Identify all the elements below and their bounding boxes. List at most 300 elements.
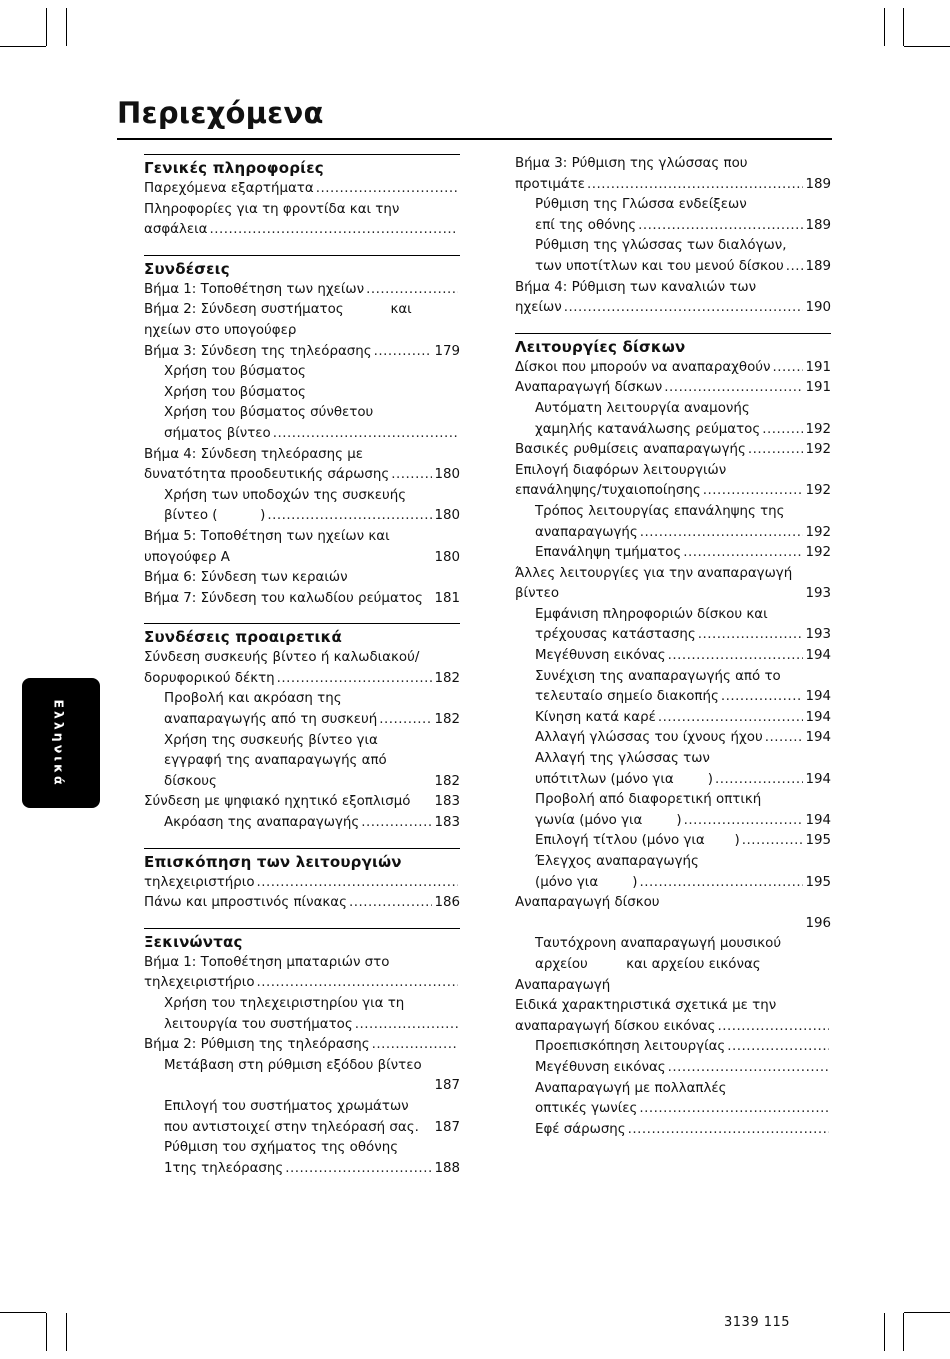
toc-entry (515, 914, 831, 935)
toc-entry (144, 1138, 460, 1159)
toc-entry-text: Επιλογή του συστήματος χρωμάτων (164, 1098, 409, 1114)
toc-page-number: 192 (805, 421, 831, 437)
toc-entry-text: Επιλογή τίτλου (μόνο για ) (535, 833, 740, 849)
toc-entry-text: Βήμα 1: Τοποθέτηση των ηχείων (144, 281, 365, 297)
spacer (748, 154, 831, 175)
leader-dots (773, 358, 804, 379)
leader-dots (355, 1015, 458, 1036)
toc-entry-text: Χρήση του βύσματος (164, 384, 306, 400)
toc-entry (144, 300, 460, 321)
toc-entry (515, 399, 831, 420)
toc-entry (515, 1099, 831, 1120)
toc-entry-text: που αντιστοιχεί στην τηλεόρασή σας. (164, 1119, 419, 1135)
toc-entry-text: Βασικές ρυθμίσεις αναπαραγωγής (515, 442, 746, 458)
section-heading: Ξεκινώντας (144, 932, 243, 951)
leader-dots (786, 257, 804, 278)
toc-entry (515, 481, 831, 502)
toc-entry (515, 278, 831, 299)
spacer (776, 996, 831, 1017)
toc-entry (144, 220, 460, 241)
toc-entry (515, 873, 831, 894)
crop-mark (66, 8, 67, 46)
toc-entry-text: 1της τηλεόρασης (164, 1160, 284, 1176)
toc-section (515, 154, 831, 319)
section-rule (144, 623, 460, 624)
toc-entry-text: Συνέχιση της αναπαραγωγής από το (535, 668, 781, 684)
toc-entry (144, 321, 460, 342)
leader-dots (717, 1017, 829, 1038)
leader-dots (273, 424, 458, 445)
spacer (419, 648, 460, 669)
toc-entry (144, 994, 460, 1015)
toc-entry-text: τηλεχειριστήριο (144, 975, 255, 991)
toc-entry-text: Σύνδεση συσκευής βίντεο ή καλωδιακού/ (144, 650, 420, 666)
spacer (409, 1097, 460, 1118)
crop-mark (66, 1313, 67, 1351)
spacer (389, 953, 460, 974)
toc-entry (144, 648, 460, 669)
toc-page-number: 179 (434, 343, 460, 359)
leader-dots (374, 342, 433, 363)
toc-entry-text: Δίσκοι που μπορούν να αναπαραχθούν (515, 359, 771, 375)
spacer (699, 852, 831, 873)
toc-page-number: 194 (805, 730, 831, 746)
toc-entry (144, 1056, 460, 1077)
toc-entry (515, 543, 831, 564)
toc-entry (144, 1035, 460, 1056)
toc-page-number: 180 (434, 549, 460, 565)
toc-entry (515, 605, 831, 626)
toc-page-number: 191 (805, 359, 831, 375)
leader-dots (668, 1058, 829, 1079)
toc-entry-text: αναπαραγωγή δίσκου εικόνας (515, 1018, 716, 1034)
toc-section (144, 623, 460, 833)
toc-section (144, 255, 460, 610)
spacer (399, 200, 460, 221)
toc-page-number: 183 (434, 815, 460, 831)
toc-entry-text: αναπαραγωγής από τη συσκευή (164, 712, 378, 728)
toc-page-number: 188 (434, 1160, 460, 1176)
toc-entry (144, 1159, 460, 1180)
toc-section (144, 928, 460, 1180)
spacer (727, 1079, 831, 1100)
toc-page-number: 182 (434, 712, 460, 728)
toc-entry-text: Βήμα 2: Ρύθμιση της τηλεόρασης (144, 1037, 370, 1053)
toc-entry (144, 506, 460, 527)
toc-page-number: 180 (434, 467, 460, 483)
toc-entry-text: Μεγέθυνση εικόνας (535, 648, 666, 664)
spacer (412, 300, 460, 321)
toc-entry (515, 420, 831, 441)
toc-entry-text: Επανάληψη τμήματος (535, 545, 682, 561)
spacer (515, 914, 805, 935)
toc-entry-text: επί της οθόνης (535, 217, 637, 233)
toc-page-number: 194 (805, 648, 831, 664)
leader-dots (361, 813, 432, 834)
toc-entry (144, 424, 460, 445)
toc-entry (144, 548, 460, 569)
leader-dots (316, 179, 458, 200)
leader-dots (349, 893, 432, 914)
leader-dots (639, 873, 803, 894)
toc-entry-text: Ρύθμιση της γλώσσας των διαλόγων, (535, 238, 787, 254)
toc-entry-text: Βήμα 2: Σύνδεση συστήματος και (144, 302, 412, 318)
toc-entry (144, 751, 460, 772)
spacer (768, 605, 831, 626)
toc-entry (515, 236, 831, 257)
crop-mark (0, 1312, 46, 1313)
leader-dots (587, 175, 803, 196)
toc-entry (144, 568, 460, 589)
toc-entry-text: προτιμάτε (515, 176, 585, 192)
toc-entry (515, 461, 831, 482)
toc-entry-text: δορυφορικού δέκτη (144, 670, 275, 686)
toc-entry (144, 669, 460, 690)
toc-entry-text: Αναπαραγωγή (515, 977, 611, 993)
toc-entry (515, 811, 831, 832)
toc-entry-text: Άλλες λειτουργίες για την αναπαραγωγή (515, 565, 793, 581)
toc-entry-text: Χρήση του τηλεχειριστηρίου για τη (164, 996, 405, 1011)
spacer (792, 564, 831, 585)
toc-entry-text: Τρόπος λειτουργίας επανάληψης της (535, 503, 785, 519)
leader-dots (379, 710, 432, 731)
toc-entry (144, 813, 460, 834)
section-heading: Λειτουργίες δίσκων (515, 337, 686, 356)
leader-dots (715, 770, 803, 791)
toc-entry (515, 976, 831, 997)
leader-dots (684, 811, 804, 832)
toc-entry (144, 527, 460, 548)
spacer (306, 383, 460, 404)
toc-page-number: 194 (805, 709, 831, 725)
crop-mark (884, 8, 885, 46)
toc-entry-text: Ρύθμιση της Γλώσσα ενδείξεων (535, 197, 747, 213)
spacer (363, 445, 460, 466)
spacer (710, 749, 831, 770)
toc-entry (515, 687, 831, 708)
toc-entry-text: υπογούφερ A (144, 549, 230, 565)
spacer (787, 236, 832, 257)
crop-mark (884, 1313, 885, 1351)
toc-page-number: 180 (434, 508, 460, 524)
spacer (610, 976, 831, 997)
toc-entry (515, 893, 831, 914)
toc-entry (515, 378, 831, 399)
toc-page-number: 181 (434, 590, 460, 606)
toc-page-number: 187 (434, 1078, 460, 1094)
toc-entry-text: Επιλογή διαφόρων λειτουργιών (515, 462, 727, 478)
toc-entry-text: Αναπαραγωγή με πολλαπλές (535, 1080, 727, 1096)
toc-entry-text: γωνία (μόνο για ) (535, 812, 682, 828)
toc-entry (515, 646, 831, 667)
footer-code: 3139 115 (724, 1315, 791, 1330)
spacer (660, 893, 831, 914)
toc-entry-text: ηχείων (515, 300, 562, 316)
spacer (781, 934, 831, 955)
toc-page-number: 189 (805, 176, 831, 192)
toc-entry (515, 1058, 831, 1079)
toc-entry-text: Αναπαραγωγή δίσκων (515, 380, 663, 396)
leader-dots (727, 1037, 829, 1058)
leader-dots (698, 625, 804, 646)
toc-page-number: 186 (434, 895, 460, 911)
toc-entry (144, 445, 460, 466)
leader-dots (762, 420, 803, 441)
section-rule (144, 154, 460, 155)
toc-entry-text: Ρύθμιση του σχήματος της οθόνης (164, 1140, 399, 1156)
toc-entry-text: Αλλαγή της γλώσσας των (535, 751, 710, 767)
toc-entry-text: Μετάβαση στη ρύθμιση εξόδου βίντεο (164, 1057, 422, 1073)
leader-dots (277, 669, 433, 690)
crop-mark (904, 1312, 950, 1313)
toc-entry (515, 440, 831, 461)
section-heading: Συνδέσεις (144, 259, 230, 278)
toc-page-number: 192 (805, 524, 831, 540)
spacer (419, 1118, 435, 1139)
spacer (390, 527, 460, 548)
toc-entry-text: τηλεχειριστήριο (144, 874, 255, 890)
spacer (750, 399, 831, 420)
spacer (423, 589, 435, 610)
spacer (306, 362, 460, 383)
leader-dots (742, 831, 804, 852)
spacer (785, 502, 831, 523)
page-title: Περιεχόμενα (117, 96, 324, 130)
toc-entry (144, 383, 460, 404)
spacer (398, 1138, 460, 1159)
toc-entry-text: Ειδικά χαρακτηριστικά σχετικά με την (515, 998, 777, 1014)
section-rule (144, 928, 460, 929)
toc-entry-text: δυνατότητα προοδευτικής σάρωσης (144, 467, 390, 483)
toc-entry-text: Αυτόματη λειτουργία αναμονής (535, 400, 750, 416)
toc-entry (515, 955, 831, 976)
toc-entry-text: Βήμα 1: Τοποθέτηση μπαταριών στο (144, 954, 390, 970)
toc-entry (144, 731, 460, 752)
toc-entry (515, 154, 831, 175)
toc-entry (515, 667, 831, 688)
crop-mark (903, 8, 904, 46)
toc-entry (515, 584, 831, 605)
toc-entry-text: χαμηλής κατανάλωσης ρεύματος (535, 421, 761, 437)
toc-entry-text: Χρήση των υποδοχών της συσκευής (164, 487, 407, 503)
leader-dots (366, 280, 458, 301)
toc-entry (144, 1097, 460, 1118)
toc-entry (144, 362, 460, 383)
toc-entry-text: Βήμα 5: Τοποθέτηση των ηχείων και (144, 528, 390, 544)
toc-entry-text: τρέχουσας κατάστασης (535, 627, 696, 643)
section-rule (144, 255, 460, 256)
toc-entry-text: Βήμα 3: Σύνδεση της τηλεόρασης (144, 343, 372, 359)
toc-entry-text: Παρεχόμενα εξαρτήματα (144, 181, 314, 196)
leader-dots (703, 481, 804, 502)
section-heading: Συνδέσεις προαιρετικά (144, 628, 342, 647)
crop-mark (0, 46, 46, 47)
toc-entry-text: Χρήση του βύσματος σύνθετου (164, 405, 374, 421)
spacer (761, 790, 831, 811)
toc-entry (515, 195, 831, 216)
spacer (378, 731, 460, 752)
toc-entry (515, 996, 831, 1017)
toc-entry-text: αρχείου και αρχείου εικόνας (535, 956, 761, 972)
leader-dots (640, 523, 804, 544)
toc-entry (515, 523, 831, 544)
leader-dots (628, 1120, 829, 1141)
toc-entry (144, 953, 460, 974)
leader-dots (664, 378, 803, 399)
spacer (761, 955, 831, 976)
toc-entry (144, 772, 460, 793)
toc-entry (515, 298, 831, 319)
toc-page-number: 195 (805, 833, 831, 849)
toc-entry (515, 934, 831, 955)
spacer (373, 403, 460, 424)
toc-entry (515, 1017, 831, 1038)
section-rule (515, 333, 831, 334)
crop-mark (46, 8, 47, 46)
toc-entry-text: Βήμα 3: Ρύθμιση της γλώσσας που (515, 156, 748, 171)
spacer (422, 1056, 460, 1077)
toc-entry (515, 770, 831, 791)
spacer (781, 667, 831, 688)
toc-entry (144, 792, 460, 813)
leader-dots (765, 728, 804, 749)
toc-entry (144, 689, 460, 710)
toc-entry-text: βίντεο ( ) (164, 508, 266, 524)
crop-mark (903, 1313, 904, 1351)
toc-entry (144, 1015, 460, 1036)
toc-entry (515, 1120, 831, 1141)
toc-right-column (515, 154, 831, 1140)
toc-page-number: 193 (805, 627, 831, 643)
spacer (559, 584, 805, 605)
toc-page-number: 191 (805, 380, 831, 396)
toc-entry (515, 358, 831, 379)
toc-entry-text: Βήμα 7: Σύνδεση του καλωδίου ρεύματος (144, 590, 423, 606)
toc-page-number: 187 (434, 1119, 460, 1135)
toc-entry-text: Σύνδεση με ψηφιακό ηχητικό εξοπλισμό (144, 794, 411, 810)
toc-page-number: 189 (805, 258, 831, 274)
toc-entry (144, 589, 460, 610)
spacer (756, 278, 831, 299)
toc-entry-text: Εφέ σάρωσης (535, 1121, 626, 1137)
spacer (406, 486, 460, 507)
toc-entry-text: Αναπαραγωγή δίσκου (515, 895, 660, 911)
leader-dots (391, 465, 432, 486)
toc-entry-text: Βήμα 6: Σύνδεση των κεραιών (144, 570, 348, 586)
toc-entry (515, 728, 831, 749)
leader-dots (638, 216, 803, 237)
spacer (296, 321, 460, 342)
toc-entry (144, 973, 460, 994)
leader-dots (683, 543, 803, 564)
toc-page-number: 194 (805, 689, 831, 705)
toc-entry (144, 200, 460, 221)
toc-entry (144, 486, 460, 507)
toc-entry-text: Προβολή από διαφορετική οπτική (535, 792, 762, 808)
toc-entry-text: δίσκους (164, 773, 217, 789)
toc-entry (144, 403, 460, 424)
spacer (348, 568, 460, 589)
toc-entry-text: Αλλαγή γλώσσας του ίχνους ήχου (535, 730, 763, 746)
toc-entry-text: υπότιτλων (μόνο για ) (535, 771, 713, 787)
toc-page-number: 189 (805, 217, 831, 233)
toc-entry (144, 280, 460, 301)
toc-entry-text: Ακρόαση της αναπαραγωγής (164, 815, 360, 831)
leader-dots (564, 298, 804, 319)
toc-entry (515, 1079, 831, 1100)
section-heading: Επισκόπηση των λειτουργιών (144, 852, 402, 871)
leader-dots (372, 1035, 458, 1056)
toc-page-number: 182 (434, 670, 460, 686)
toc-entry-text: λειτουργία του συστήματος (164, 1016, 353, 1032)
section-rule (144, 848, 460, 849)
toc-entry-text: Χρήση της συσκευής βίντεο για (164, 732, 378, 748)
toc-entry (144, 893, 460, 914)
toc-entry-text: Έλεγχος αναπαραγωγής (535, 854, 699, 869)
toc-entry (144, 1076, 460, 1097)
toc-entry (515, 831, 831, 852)
toc-page-number: 190 (805, 300, 831, 316)
toc-entry (515, 502, 831, 523)
spacer (747, 195, 831, 216)
toc-page-number: 192 (805, 545, 831, 561)
toc-entry-text: βίντεο (515, 586, 560, 602)
toc-page-number: 194 (805, 771, 831, 787)
leader-dots (285, 1159, 432, 1180)
toc-entry-text: εγγραφή της αναπαραγωγής από (164, 753, 387, 769)
toc-page-number: 194 (805, 812, 831, 828)
toc-entry (515, 175, 831, 196)
toc-entry (144, 873, 460, 894)
toc-entry (515, 1037, 831, 1058)
toc-page-number: 192 (805, 483, 831, 499)
spacer (404, 994, 460, 1015)
toc-entry (144, 342, 460, 363)
toc-left-column (144, 154, 460, 1179)
leader-dots (721, 687, 804, 708)
toc-entry-text: ηχείων στο υπογούφερ (144, 322, 297, 338)
toc-entry-text: Πάνω και μπροστινός πίνακας (144, 895, 347, 911)
leader-dots (257, 973, 458, 994)
toc-entry-text: των υποτίτλων και του μενού δίσκου (535, 258, 784, 274)
toc-entry-text: Προβολή και ακρόαση της (164, 691, 342, 707)
spacer (410, 792, 434, 813)
spacer (164, 1076, 434, 1097)
toc-entry (515, 257, 831, 278)
toc-page-number: 195 (805, 874, 831, 890)
toc-page-number: 193 (805, 586, 831, 602)
section-heading: Γενικές πληροφορίες (144, 159, 324, 177)
leader-dots (257, 873, 458, 894)
toc-section (515, 333, 831, 1141)
leader-dots (748, 440, 804, 461)
toc-entry (515, 708, 831, 729)
leader-dots (658, 708, 804, 729)
toc-page-number: 196 (805, 915, 831, 931)
spacer (230, 548, 435, 569)
toc-entry-text: Κίνηση κατά καρέ (535, 709, 656, 725)
toc-entry-text: Χρήση του βύσματος (164, 364, 306, 380)
leader-dots (639, 1099, 829, 1120)
toc-entry (515, 564, 831, 585)
toc-entry-text: (μόνο για ) (535, 874, 638, 890)
title-rule (117, 138, 832, 140)
toc-entry (515, 216, 831, 237)
toc-page-number: 192 (805, 442, 831, 458)
toc-entry (515, 852, 831, 873)
spacer (217, 772, 435, 793)
spacer (342, 689, 460, 710)
